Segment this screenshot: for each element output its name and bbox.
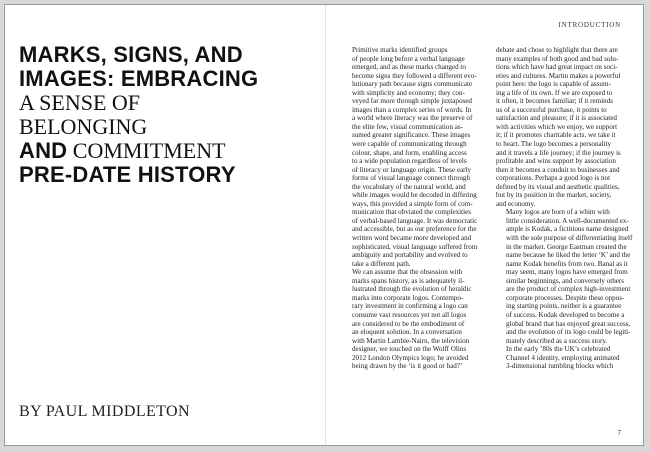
text-line: and accessible, but as our preference for the [352, 225, 477, 234]
text-line: corporations. Perhaps a good logo is not [496, 174, 611, 183]
title-line-2: IMAGES: EMBRACING [19, 66, 259, 91]
title-line-6: PRE-DATE HISTORY [19, 162, 236, 187]
text-line: corporate processes. Despite these oppos- [506, 293, 625, 302]
text-line: 3-dimensional tumbling blocks which [506, 362, 614, 371]
text-line: take a different path. [352, 259, 411, 268]
text-line: sumed greater significance. These images [352, 131, 471, 140]
text-line: an eloquent solution. In a conversation [352, 328, 462, 337]
text-line: In the early ’80s the UK’s celebrated [506, 345, 611, 354]
text-line: lutionary path because signs communicate [352, 80, 473, 89]
text-line: ways, this provided a simple form of com- [352, 199, 473, 208]
text-line: to a wide population regardless of levels [352, 157, 467, 166]
text-line: debate and chose to highlight that there are [496, 46, 618, 54]
text-line: become signs they followed a different evo- [352, 71, 477, 80]
text-line: many examples of both good and bad solu- [496, 54, 619, 63]
text-line: ambiguity and portability and evolved to [352, 251, 468, 260]
text-line: in the market. George Eastman created the [506, 242, 627, 251]
text-line: are the product of complex high-investment [506, 285, 631, 294]
text-line: point here: the logo is capable of assum- [496, 80, 611, 89]
text-line: were capable of communicating through [352, 140, 467, 149]
text-line: the elite few, visual communication as- [352, 122, 464, 131]
text-line: are considered to be the embodiment of [352, 319, 465, 328]
text-line: munication that obviated the complexities [352, 208, 471, 217]
text-line: of success. Kodak developed to become a [506, 310, 625, 319]
text-line: and economy. [496, 199, 536, 208]
text-line: and the evolution of its logo could be legiti- [506, 328, 631, 337]
text-line: but by its position in the market, society, [496, 191, 612, 200]
text-line: mately described as a success story. [506, 336, 608, 345]
text-line: with simplicity and economy; they con- [352, 88, 465, 97]
text-line: eties and cultures. Martin makes a powerful [496, 71, 621, 80]
paragraph [496, 46, 637, 208]
title-line-5-bold: AND [19, 138, 68, 163]
page-number: 7 [617, 429, 621, 437]
text-line: ing starting points, neither is a guarantee [506, 302, 622, 311]
text-line: emerged, and as these marks changed to [352, 63, 466, 72]
title-line-1: MARKS, SIGNS, AND [19, 42, 243, 67]
text-line: consume vast resources yet not all logos [352, 310, 467, 319]
body-column-2 [496, 46, 637, 371]
text-line: name Kodak benefits from two. Banal as it [506, 259, 628, 268]
text-line: veyed far more through simple juxtaposed [352, 97, 472, 106]
paragraph [342, 268, 483, 371]
text-line: ing a life of its own. If we are exposed to [496, 88, 613, 97]
author-byline: BY PAUL MIDDLETON [19, 403, 190, 420]
text-line: to heart. The logo becomes a personality [496, 140, 612, 149]
text-line: colour, shape, and form, enabling access [352, 148, 467, 157]
text-line: marks into corporate logos. Contempo- [352, 293, 464, 302]
text-line: Many logos are born of a whim with [506, 208, 610, 217]
text-line: marks spans history, as is adequately il- [352, 276, 465, 285]
text-line: satisfaction and pleasure; if it is associated [496, 114, 617, 123]
text-line: lustrated through the evolution of heraldic [352, 285, 472, 294]
title-line-5 [19, 139, 319, 163]
title-line-5-light: COMMITMENT [67, 138, 226, 163]
text-line: of literacy or language origin. These early [352, 165, 472, 174]
text-line: of verbal-based language. It was democratic [352, 216, 478, 225]
text-line: it; if it promotes charitable acts, we take it [496, 131, 616, 140]
text-line: designer, we touched on the Wolff Olins [352, 345, 467, 354]
text-line: sophisticated, visual language suffered from [352, 242, 478, 251]
text-line: a world where literacy was the preserve of [352, 114, 473, 123]
text-line: defined by its visual and aesthetic qualities, [496, 182, 620, 191]
text-line: We can assume that the obsession with [352, 268, 463, 277]
text-line: being drawn by the ‘is it good or bad?’ [352, 362, 463, 371]
text-line: written word became more developed and [352, 234, 472, 243]
page-gutter [325, 5, 326, 445]
text-line: similar beginnings, and conversely others [506, 276, 625, 285]
text-line: us of a successful purchase, it points to [496, 105, 607, 114]
title-line-4: BELONGING [19, 114, 148, 139]
body-column-1 [342, 46, 483, 371]
text-line: the vocabulary of the natural world, and [352, 182, 466, 191]
chapter-title [19, 43, 319, 187]
text-line: forms of visual language connect through [352, 174, 470, 183]
text-line: tions which have had great impact on soci- [496, 63, 618, 72]
text-line: little consideration. A well-documented ex- [506, 216, 629, 225]
text-line: may seem, many logos have emerged from [506, 268, 628, 277]
paragraph [496, 345, 637, 371]
text-line: ample is Kodak, a fictitious name designed [506, 225, 629, 234]
text-line: global brand that has enjoyed great success, [506, 319, 631, 328]
text-line: with the sole purpose of differentiating itself [506, 234, 633, 243]
text-line: with Martin Lambie-Nairn, the television [352, 336, 470, 345]
book-spread [4, 4, 644, 446]
section-header: INTRODUCTION [558, 21, 621, 29]
title-line-3: A SENSE OF [19, 90, 141, 115]
text-line: images than a complex series of words. In [352, 105, 472, 114]
text-line: name because he liked the letter ‘K’ and the [506, 251, 631, 260]
paragraph [496, 208, 637, 345]
text-line: of people long before a verbal language [352, 54, 465, 63]
text-line: while images would be decoded in differing [352, 191, 477, 200]
text-line: Channel 4 identity, employing animated [506, 353, 620, 362]
text-line: with activities which we enjoy, we support [496, 122, 618, 131]
text-line: it often, it becomes familiar; if it reminds [496, 97, 614, 106]
paragraph [342, 46, 483, 268]
text-line: then it becomes a conduit to businesses and [496, 165, 620, 174]
text-line: rary investment in confirming a logo can [352, 302, 468, 311]
text-line: and it travels a life journey; if the journey is [496, 148, 621, 157]
text-line: profitable and wins support by association [496, 157, 616, 166]
text-line: Primitive marks identified groups [352, 46, 448, 54]
text-line: 2012 London Olympics logo; he avoided [352, 353, 469, 362]
